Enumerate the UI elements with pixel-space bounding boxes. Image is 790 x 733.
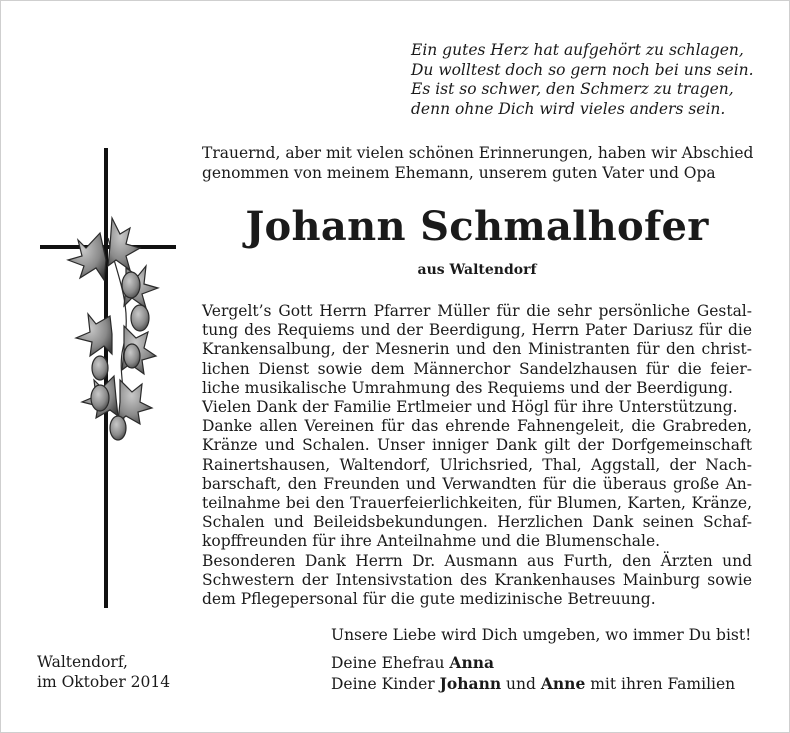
thanks-line: Vielen Dank der Familie Ertlmeier und Högl für ihre Unterstützung. — [202, 398, 738, 417]
thanks-line: Besonderen Dank Herrn Dr. Ausmann aus Furth, den Ärzten und — [202, 551, 752, 570]
wife-name: Anna — [449, 653, 495, 672]
thanks-line: barschaft, den Freunden und Verwandten für die überaus große An- — [202, 474, 752, 493]
cross-with-hops-icon — [38, 148, 178, 608]
thanks-line: kopffreunden für ihre Anteilnahme und die Blumenschale. — [202, 532, 661, 551]
hop-vine — [68, 218, 158, 440]
memorial-poem — [411, 41, 754, 119]
conjunction: und — [501, 674, 541, 693]
poem-line: Ein gutes Herz hat aufgehört zu schlagen, — [411, 41, 744, 59]
thanks-line: Danke allen Vereinen für das ehrende Fahnengeleit, die Grabreden, — [202, 417, 752, 436]
deceased-name: Johann Schmalhofer — [245, 203, 709, 250]
deceased-origin: aus Waltendorf — [417, 262, 537, 278]
signatures — [331, 653, 735, 694]
notice-date: im Oktober 2014 — [37, 672, 171, 691]
poem-line: denn ohne Dich wird vieles anders sein. — [411, 99, 726, 118]
thanks-line: Rainertshausen, Waltendorf, Ulrichsried, Thal, Aggstall, der Nach- — [202, 455, 752, 474]
thanks-line: lichen Dienst sowie dem Männerchor Sandelzhausen für die feier- — [202, 359, 752, 378]
thanks-text — [202, 302, 752, 609]
thanks-line: tung des Requiems und der Beerdigung, Herrn Pater Dariusz für die — [202, 321, 752, 340]
place-date — [37, 653, 170, 692]
child-name: Anne — [540, 673, 586, 693]
intro-line: genommen von meinem Ehemann, unserem guten Vater und Opa — [202, 163, 716, 182]
poem-line: Es ist so schwer, den Schmerz zu tragen, — [411, 80, 734, 98]
closing-line: Unsere Liebe wird Dich umgeben, wo immer Du bist! — [331, 626, 752, 644]
thanks-line: Vergelt’s Gott Herrn Pfarrer Müller für die sehr persönliche Gestal- — [202, 302, 752, 320]
place-name: Waltendorf, — [37, 653, 128, 671]
thanks-line: teilnahme bei den Trauerfeierlichkeiten, für Blumen, Karten, Kränze, — [202, 494, 752, 513]
signature-prefix: Deine Kinder — [331, 674, 440, 693]
thanks-line: Kränze und Schalen. Unser inniger Dank gilt der Dorfgemeinschaft — [202, 436, 752, 455]
intro-line: Trauernd, aber mit vielen schönen Erinnerungen, haben wir Abschied — [202, 144, 754, 162]
intro-text — [202, 144, 753, 183]
thanks-line: Schalen und Beileidsbekundungen. Herzlichen Dank seinen Schaf- — [202, 513, 752, 532]
signature-wife — [331, 653, 735, 674]
child-name: Johann — [439, 673, 502, 693]
signature-prefix: Deine Ehefrau — [331, 654, 450, 672]
thanks-line: liche musikalische Umrahmung des Requiems und der Beerdigung. — [202, 378, 733, 397]
thanks-line: Krankensalbung, der Mesnerin und den Ministranten für den christ- — [202, 340, 752, 359]
thanks-line: Schwestern der Intensivstation des Krankenhauses Mainburg sowie — [202, 570, 752, 589]
poem-line: Du wolltest doch so gern noch bei uns sein. — [411, 60, 754, 79]
thanks-line: dem Pflegepersonal für die gute medizinische Betreuung. — [202, 590, 656, 609]
signature-suffix: mit ihren Familien — [585, 674, 736, 693]
cross-horizontal-beam — [40, 245, 176, 249]
signature-children — [331, 674, 735, 695]
